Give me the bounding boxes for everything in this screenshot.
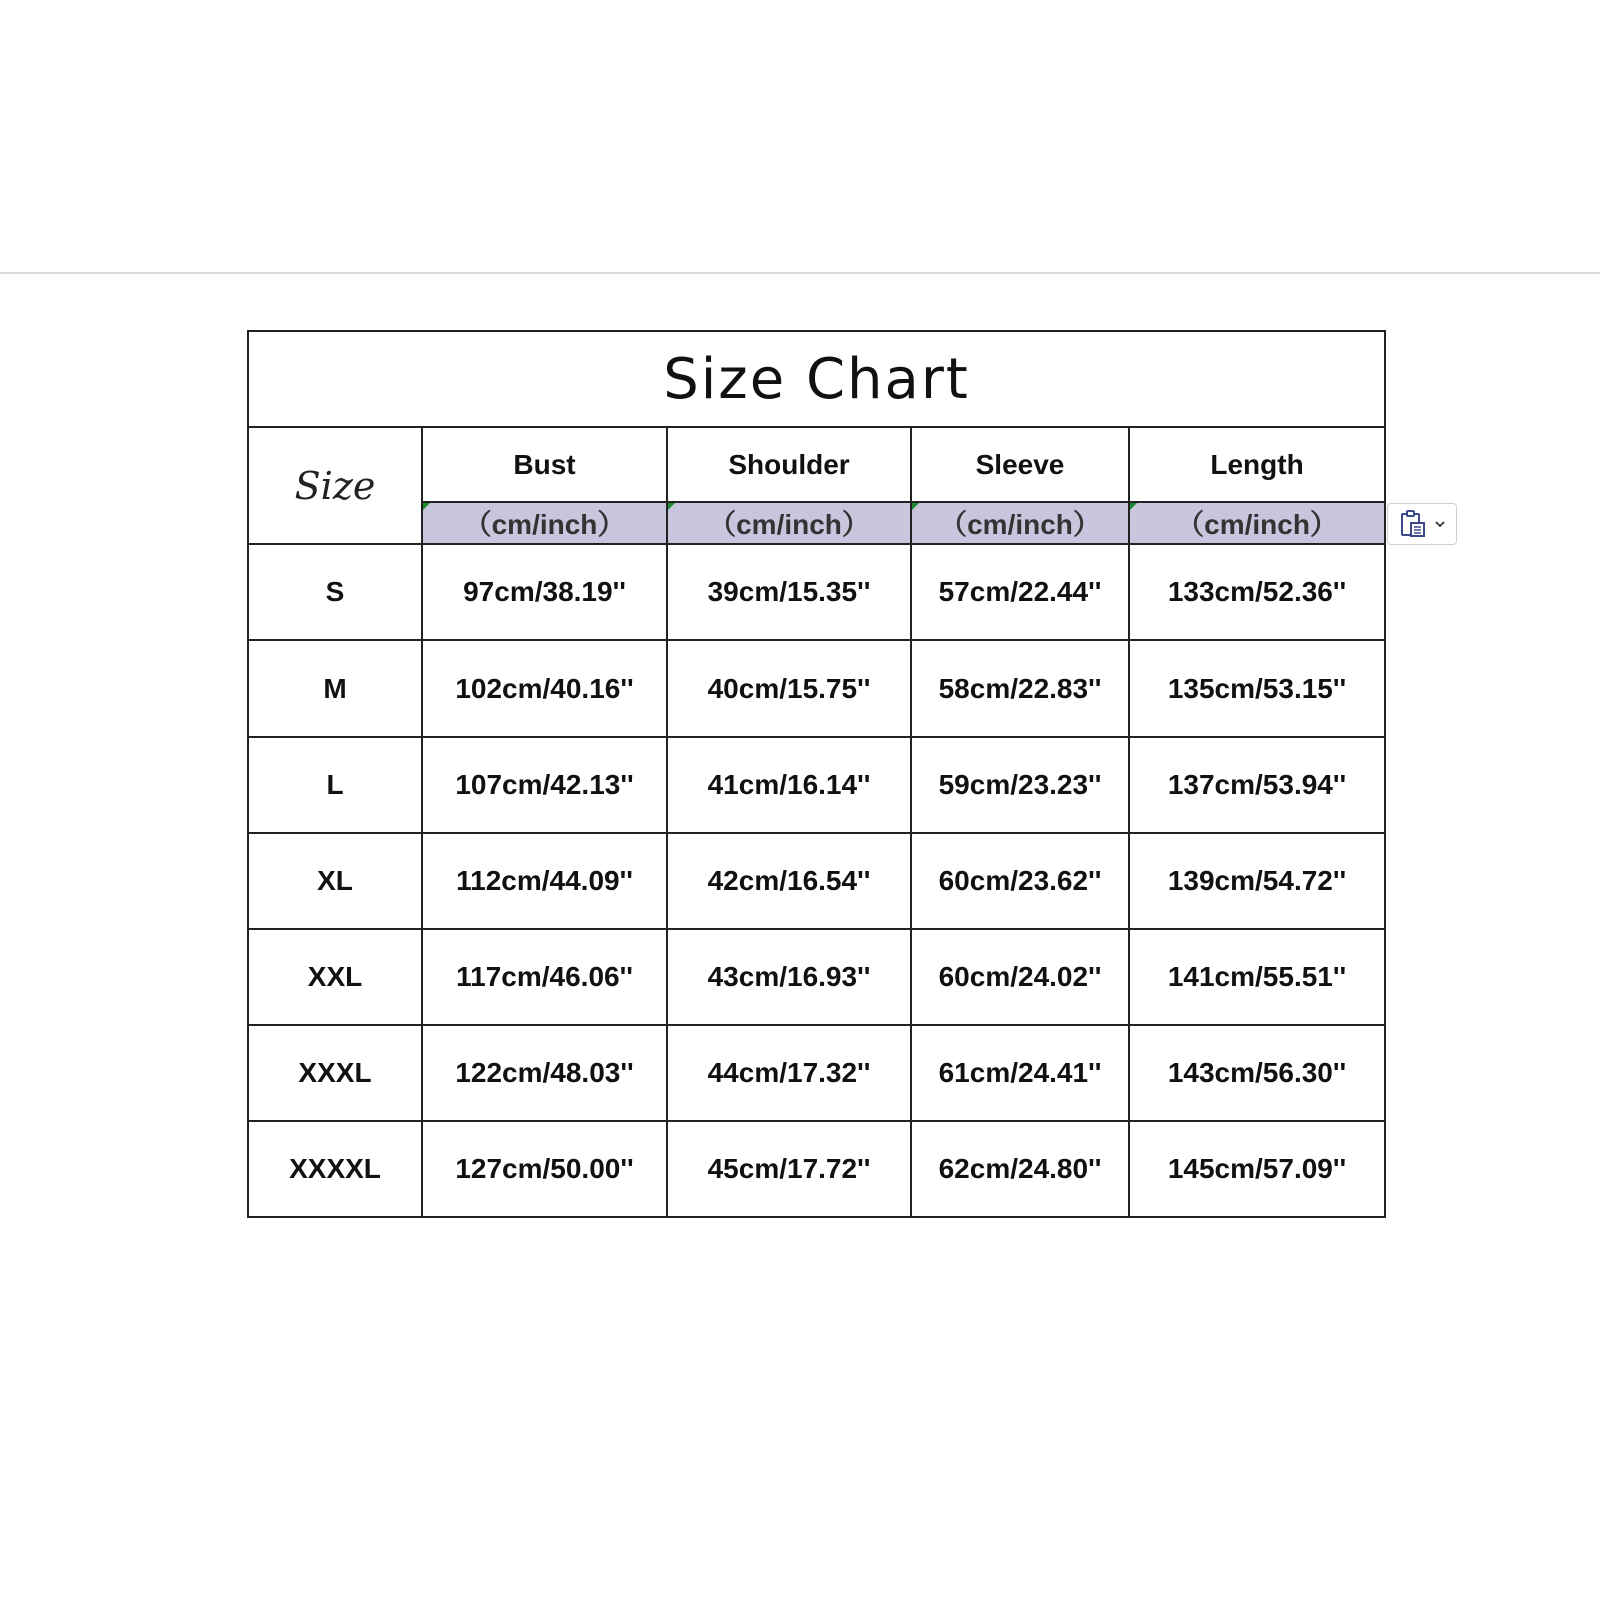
length-value: 145cm/57.09'' — [1129, 1121, 1385, 1217]
sleeve-value: 60cm/24.02'' — [911, 929, 1129, 1025]
bust-value: 97cm/38.19'' — [422, 544, 667, 640]
bust-value: 127cm/50.00'' — [422, 1121, 667, 1217]
chevron-down-icon — [1434, 519, 1446, 529]
size-label: XXXXL — [248, 1121, 422, 1217]
sleeve-value: 59cm/23.23'' — [911, 737, 1129, 833]
bust-value: 102cm/40.16'' — [422, 640, 667, 736]
size-label: L — [248, 737, 422, 833]
length-value: 143cm/56.30'' — [1129, 1025, 1385, 1121]
bust-value: 107cm/42.13'' — [422, 737, 667, 833]
size-label: XXXL — [248, 1025, 422, 1121]
length-value: 133cm/52.36'' — [1129, 544, 1385, 640]
length-value: 137cm/53.94'' — [1129, 737, 1385, 833]
unit-label-sleeve: （cm/inch） — [911, 502, 1129, 544]
table-row — [248, 833, 1385, 929]
length-value: 141cm/55.51'' — [1129, 929, 1385, 1025]
sleeve-value: 58cm/22.83'' — [911, 640, 1129, 736]
length-value: 135cm/53.15'' — [1129, 640, 1385, 736]
paste-options-button[interactable] — [1387, 503, 1457, 545]
table-row — [248, 737, 1385, 833]
size-label: M — [248, 640, 422, 736]
table-row — [248, 544, 1385, 640]
shoulder-value: 41cm/16.14'' — [667, 737, 911, 833]
bust-value: 122cm/48.03'' — [422, 1025, 667, 1121]
column-header-length: Length — [1129, 427, 1385, 502]
column-header-sleeve: Sleeve — [911, 427, 1129, 502]
table-row — [248, 1121, 1385, 1217]
shoulder-value: 43cm/16.93'' — [667, 929, 911, 1025]
unit-label-length: （cm/inch） — [1129, 502, 1385, 544]
column-header-bust: Bust — [422, 427, 667, 502]
sleeve-value: 62cm/24.80'' — [911, 1121, 1129, 1217]
bust-value: 112cm/44.09'' — [422, 833, 667, 929]
unit-label-bust: （cm/inch） — [422, 502, 667, 544]
size-chart-table — [247, 330, 1386, 1218]
sleeve-value: 57cm/22.44'' — [911, 544, 1129, 640]
size-label: XXL — [248, 929, 422, 1025]
shoulder-value: 39cm/15.35'' — [667, 544, 911, 640]
unit-label-shoulder: （cm/inch） — [667, 502, 911, 544]
sleeve-value: 60cm/23.62'' — [911, 833, 1129, 929]
table-row — [248, 929, 1385, 1025]
column-header-shoulder: Shoulder — [667, 427, 911, 502]
length-value: 139cm/54.72'' — [1129, 833, 1385, 929]
bust-value: 117cm/46.06'' — [422, 929, 667, 1025]
size-column-header: Size — [248, 427, 422, 544]
table-row — [248, 640, 1385, 736]
shoulder-value: 40cm/15.75'' — [667, 640, 911, 736]
sleeve-value: 61cm/24.41'' — [911, 1025, 1129, 1121]
size-label: XL — [248, 833, 422, 929]
shoulder-value: 44cm/17.32'' — [667, 1025, 911, 1121]
table-row — [248, 1025, 1385, 1121]
clipboard-icon — [1398, 509, 1428, 539]
size-label: S — [248, 544, 422, 640]
top-divider — [0, 272, 1600, 274]
chart-title: Size Chart — [248, 331, 1385, 427]
shoulder-value: 45cm/17.72'' — [667, 1121, 911, 1217]
shoulder-value: 42cm/16.54'' — [667, 833, 911, 929]
